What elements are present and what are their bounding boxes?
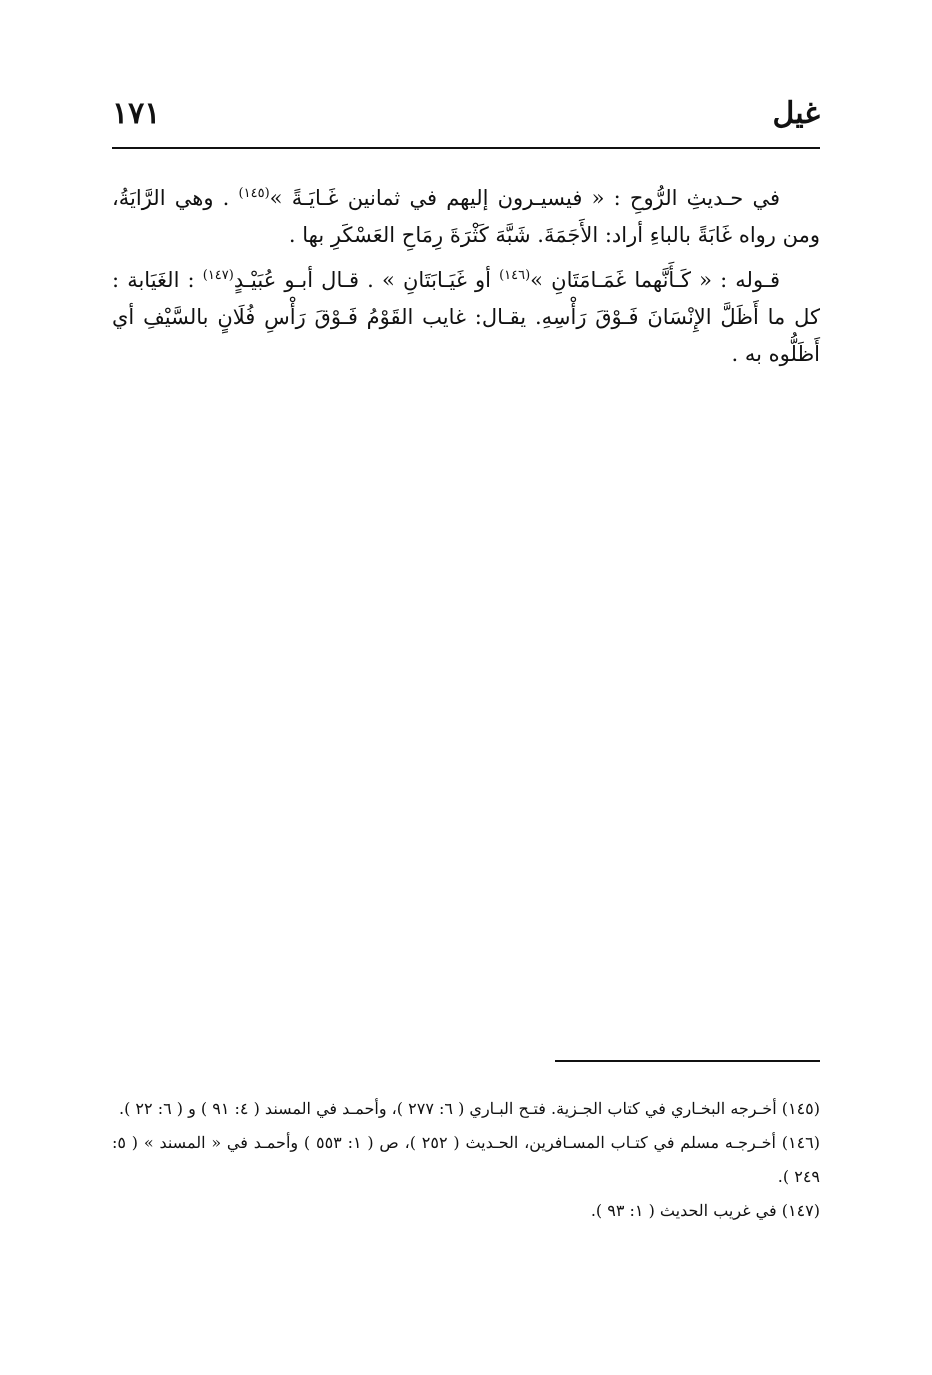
paragraph-text: : الغَيَابة : كل ما أَظَلَّ الإِنْسَانَ فَـوْقَ رَأْسِهِ. يقـال: غايب القَوْمُ فَـوْقَ رَأْسِ فُلَانٍ بالسَّيْفِ أي أَظَلُّوه به . — [112, 268, 820, 366]
paragraph-text: . وهي الرَّايَةُ، ومن رواه غَابَةً بالباءِ أراد: الأَجَمَةَ. شَبَّهَ كَثْرَةَ رِمَاحِ العَسْكَرِ بها . — [112, 186, 820, 247]
running-head: غيل — [772, 96, 820, 131]
footnote-ref-147[interactable]: (١٤٧) — [202, 268, 234, 283]
page-header — [112, 92, 820, 136]
footnote-ref-145[interactable]: (١٤٥) — [238, 186, 270, 201]
body-text — [112, 180, 820, 381]
footnote-ref-146[interactable]: (١٤٦) — [499, 268, 531, 283]
paragraph — [112, 262, 820, 373]
paragraph-text: قـوله : « كَـأَنَّهما غَمَـامَتَانِ » — [530, 268, 780, 292]
footnote-147: (١٤٧) في غريب الحديث ( ١: ٩٣ ). — [590, 1201, 820, 1220]
paragraph-text: في حـديثِ الرُّوحِ : « فيسيـرون إليهم في ثمانين غَـايَـةً » — [269, 186, 780, 210]
paragraph — [112, 180, 820, 254]
footnotes — [112, 1092, 820, 1228]
footnote-rule — [555, 1060, 820, 1062]
header-rule — [112, 147, 820, 149]
paragraph-text: أو غَيَـابَتَانِ » . قـال أبـو عُبَيْـدٍ — [233, 268, 500, 292]
footnote-146: (١٤٦) أخـرجـه مسلم في كتـاب المسـافرين، الحـديث ( ٢٥٢ )، ص ( ١: ٥٥٣ ) وأحمـد في « المسند » ( ٥: ٢٤٩ ). — [112, 1133, 820, 1186]
page-number: ١٧١ — [112, 96, 161, 131]
footnote-145: (١٤٥) أخـرجه البخـاري في كتاب الجـزية. فتـح البـاري ( ٦: ٢٧٧ )، وأحمـد في المسند ( ٤: ٩١ ) و ( ٦: ٢٢ ). — [119, 1099, 820, 1118]
